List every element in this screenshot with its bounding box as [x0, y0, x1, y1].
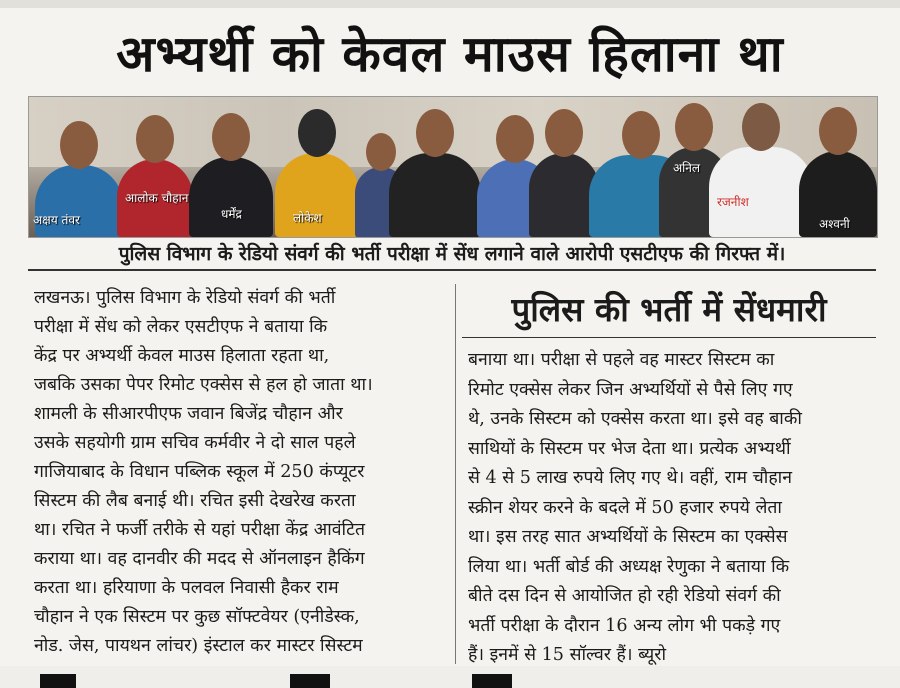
- top-strip: [0, 0, 900, 8]
- next-article-fragment: [290, 674, 330, 688]
- article-right-column: [468, 346, 876, 671]
- article-line: शामली के सीआरपीएफ जवान बिजेंद्र चौहान और: [34, 404, 343, 424]
- article-line: बनाया था। परीक्षा से पहले वह मास्टर सिस्टम का: [468, 350, 775, 370]
- article-line: था। रचित ने फर्जी तरीके से यहां परीक्षा केंद्र आवंटित: [34, 520, 365, 540]
- photo-label: अश्वनी: [819, 217, 850, 231]
- headline: अभ्यर्थी को केवल माउस हिलाना था: [116, 25, 784, 83]
- article-line: लिया था। भर्ती बोर्ड की अध्यक्ष रेणुका ने बताया कि: [468, 556, 790, 577]
- article-left-column: [34, 284, 448, 661]
- person-figure: [709, 147, 813, 237]
- article-line: भर्ती परीक्षा के दौरान 16 अन्य लोग भी पकड़े गए: [468, 615, 781, 636]
- article-line: था। इस तरह सात अभ्यर्थियों के सिस्टम का एक्सेस: [468, 527, 788, 547]
- article-line: जबकि उसका पेपर रिमोट एक्सेस से हल हो जाता था।: [34, 375, 373, 395]
- article-line: नोड. जेस, पायथन लांचर) इंस्टाल कर मास्टर सिस्टम: [34, 636, 363, 656]
- photo-label: अनिल: [673, 161, 701, 175]
- article-line: कराया था। वह दानवीर की मदद से ऑनलाइन हैकिंग: [34, 549, 365, 569]
- article-line: बीते दस दिन से आयोजित हो रही रेडियो संवर्ग की: [468, 586, 781, 606]
- article-line: उसके सहयोगी ग्राम सचिव कर्मवीर ने दो साल पहले: [34, 433, 356, 453]
- article-line: थे, उनके सिस्टम को एक्सेस करता था। इसे वह बाकी: [468, 409, 802, 429]
- photo-label: अक्षय तंवर: [33, 213, 80, 227]
- next-article-strip: [0, 666, 900, 688]
- photo-label: रजनीश: [717, 195, 749, 209]
- article-line: सिस्टम की लैब बनाई थी। रचित इसी देखरेख करता: [34, 491, 356, 511]
- news-photo: [28, 96, 878, 238]
- next-article-fragment: [472, 674, 512, 688]
- photo-label: आलोक चौहान: [125, 191, 189, 205]
- article-line: स्क्रीन शेयर करने के बदले में 50 हजार रुपये लेता: [468, 497, 782, 518]
- article-subheading: पुलिस की भर्ती में सेंधमारी: [462, 286, 876, 338]
- article-line: लखनऊ। पुलिस विभाग के रेडियो संवर्ग की भर्ती: [34, 288, 336, 308]
- person-figure: [389, 153, 481, 237]
- article-line: केंद्र पर अभ्यर्थी केवल माउस हिलाता रहता था,: [34, 346, 330, 366]
- person-figure: [189, 157, 273, 237]
- photo-label: लोकेश: [293, 211, 322, 225]
- article-line: हैं। इनमें से 15 सॉल्वर हैं। ब्यूरो: [468, 645, 666, 665]
- article-line: रिमोट एक्सेस लेकर जिन अभ्यर्थियों से पैसे लिए गए: [468, 379, 793, 400]
- photo-caption: पुलिस विभाग के रेडियो संवर्ग की भर्ती परीक्षा में सेंध लगाने वाले आरोपी एसटीएफ की गिरफ्त में।: [28, 240, 876, 271]
- article-line: साथियों के सिस्टम पर भेज देता था। प्रत्येक अभ्यर्थी: [468, 438, 791, 459]
- photo-label: धर्मेंद्र: [221, 207, 242, 221]
- article-line: से 4 से 5 लाख रुपये लिए गए थे। वहीं, राम चौहान: [468, 468, 792, 488]
- column-divider: [455, 284, 456, 664]
- article-line: गाजियाबाद के विधान पब्लिक स्कूल में 250 कंप्यूटर: [34, 462, 365, 482]
- article-line: चौहान ने एक सिस्टम पर कुछ सॉफ्टवेयर (एनीडेस्क,: [34, 607, 360, 627]
- article-line: करता था। हरियाणा के पलवल निवासी हैकर राम: [34, 578, 339, 598]
- next-article-fragment: [40, 674, 76, 688]
- article-line: परीक्षा में सेंध को लेकर एसटीएफ ने बताया कि: [34, 317, 328, 337]
